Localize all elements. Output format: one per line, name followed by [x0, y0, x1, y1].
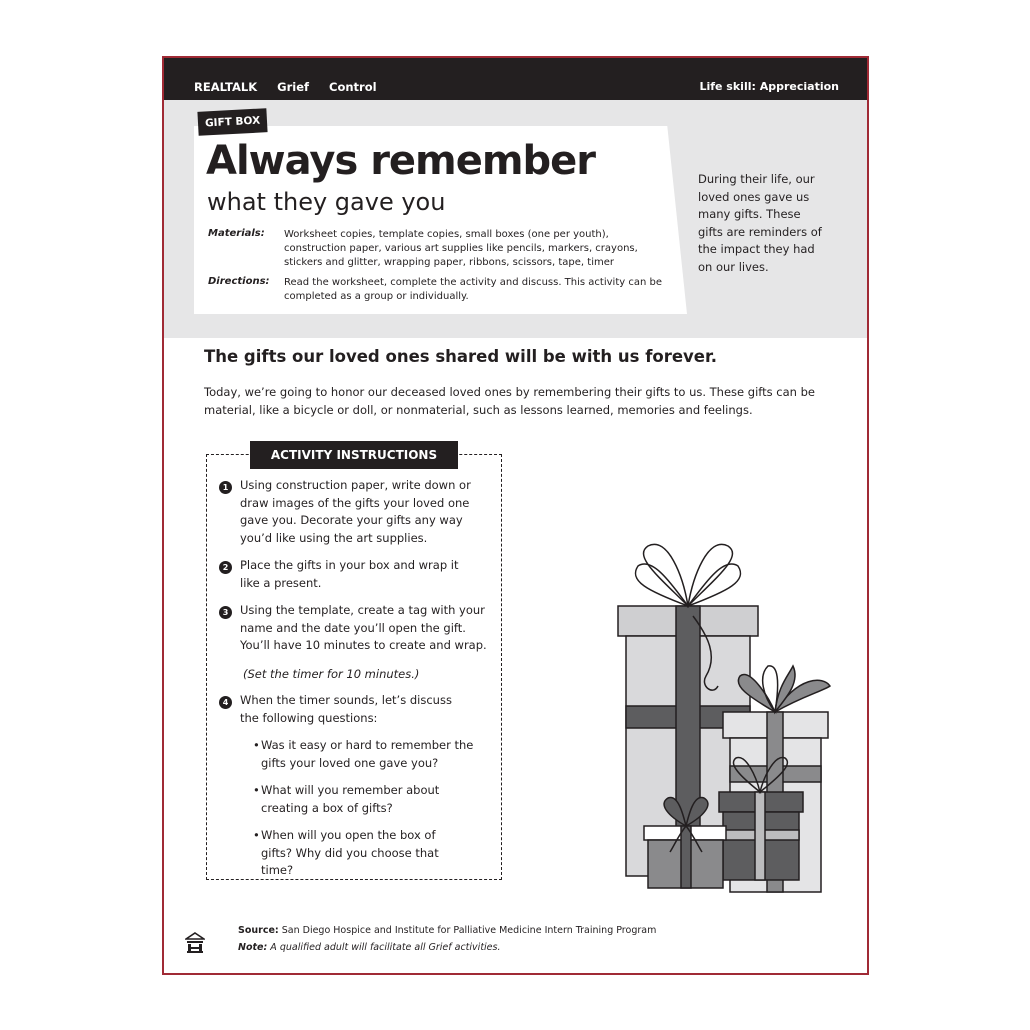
- question-2: [253, 782, 460, 817]
- nav-grief: Grief: [277, 80, 310, 94]
- hero-section: [164, 100, 867, 338]
- bullet-dot: •: [253, 738, 260, 752]
- materials-text: Worksheet copies, template copies, small boxes (one per youth), construction paper, various art supplies like pencils, markers, crayons, stickers and glitter, wrapping paper, ribbons, scissors, tape, timer: [284, 229, 638, 268]
- source-line: [238, 922, 656, 939]
- question-3-text: When will you open the box of gifts? Why did you choose that time?: [261, 828, 439, 877]
- intro-paragraph: Today, we’re going to honor our deceased loved ones by remembering their gifts to us. These gifts can be material, like a bicycle or doll, or nonmaterial, such as lessons learned, memories and feelings.: [204, 385, 815, 417]
- directions-label: Directions:: [208, 276, 270, 287]
- source-label: Source:: [238, 925, 279, 936]
- bullet-dot: •: [253, 828, 260, 842]
- bullet-dot: •: [253, 783, 260, 797]
- step-number-1: 1: [219, 481, 232, 494]
- life-skill-label: Life skill: Appreciation: [699, 80, 839, 93]
- materials-label: Materials:: [208, 228, 265, 239]
- step-text-1: Using construction paper, write down or draw images of the gifts your loved one gave you. Decorate your gifts any way you’d like using the art supplies.: [240, 478, 471, 545]
- house-logo-icon: [185, 932, 205, 954]
- page-subtitle: what they gave you: [207, 188, 446, 216]
- side-note: During their life, our loved ones gave us many gifts. These gifts are reminders of the impact they had on our lives.: [698, 172, 822, 274]
- page-title: Always remember: [206, 138, 596, 184]
- nav-control: Control: [329, 80, 377, 94]
- step-number-3: 3: [219, 606, 232, 619]
- gift-box-tag: GIFT BOX: [197, 108, 267, 136]
- directions-text: Read the worksheet, complete the activity and discuss. This activity can be completed as a group or individually.: [284, 277, 662, 302]
- nav-realtalk: REALTALK: [194, 80, 258, 94]
- question-3: [253, 827, 470, 880]
- header-nav: [194, 80, 393, 94]
- activity-header: ACTIVITY INSTRUCTIONS: [250, 441, 458, 469]
- question-1-text: Was it easy or hard to remember the gifts your loved one gave you?: [261, 738, 474, 770]
- timer-note: (Set the timer for 10 minutes.): [243, 667, 420, 681]
- header-bar: [164, 58, 867, 100]
- worksheet-page: [162, 56, 869, 975]
- question-2-text: What will you remember about creating a box of gifts?: [261, 783, 440, 815]
- source-text: San Diego Hospice and Institute for Palliative Medicine Intern Training Program: [281, 925, 657, 936]
- step-text-4: When the timer sounds, let’s discuss the following questions:: [240, 693, 452, 725]
- note-line: [238, 939, 501, 956]
- note-label: Note:: [238, 942, 268, 953]
- note-text: A qualified adult will facilitate all Grief activities.: [270, 942, 501, 953]
- section-headline: The gifts our loved ones shared will be with us forever.: [204, 347, 718, 366]
- step-number-2: 2: [219, 561, 232, 574]
- step-text-3: Using the template, create a tag with your name and the date you’ll open the gift. You’ll have 10 minutes to create and wrap.: [240, 603, 487, 652]
- step-text-2: Place the gifts in your box and wrap it like a present.: [240, 558, 459, 590]
- step-number-4: 4: [219, 696, 232, 709]
- question-1: [253, 737, 496, 772]
- gift-boxes-illustration: [478, 536, 838, 896]
